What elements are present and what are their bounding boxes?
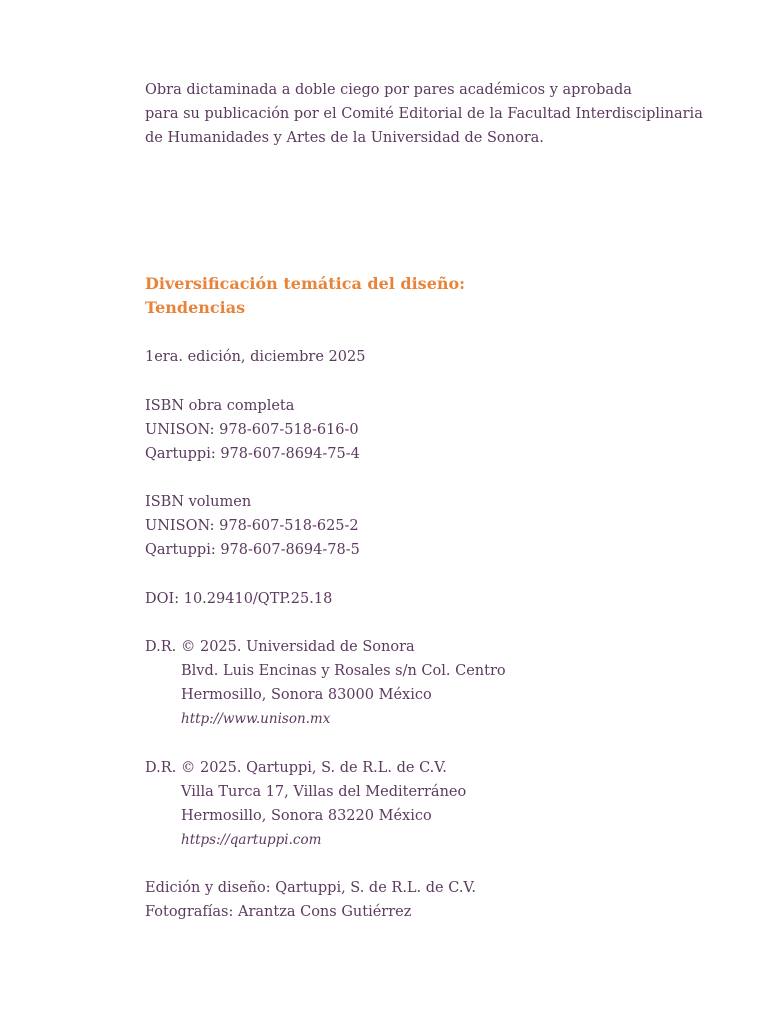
edition-text: 1era. edición, diciembre 2025 xyxy=(145,349,366,365)
isbn-volume-unison: UNISON: 978-607-518-625-2 xyxy=(145,518,359,534)
isbn-volume-label: ISBN volumen xyxy=(145,494,252,510)
book-title-line-1: Diversificación temática del diseño: xyxy=(145,274,466,293)
isbn-complete-qartuppi: Qartuppi: 978-607-8694-75-4 xyxy=(145,446,360,462)
isbn-volume xyxy=(145,490,360,562)
book-title-line-2: Tendencias xyxy=(145,298,246,317)
doi-text: DOI: 10.29410/QTP.25.18 xyxy=(145,591,333,607)
credits-design: Edición y diseño: Qartuppi, S. de R.L. de C.V. xyxy=(145,880,476,896)
rights-qartuppi xyxy=(145,756,466,852)
rights-unison-line: D.R. © 2025. Universidad de Sonora xyxy=(145,639,415,655)
book-title xyxy=(145,272,465,320)
doi-info xyxy=(145,587,332,611)
unison-url-link[interactable]: http://www.unison.mx xyxy=(181,711,331,727)
rights-qartuppi-address-1: Villa Turca 17, Villas del Mediterráneo xyxy=(181,784,467,800)
credits xyxy=(145,876,476,924)
isbn-complete-label: ISBN obra completa xyxy=(145,398,295,414)
rights-qartuppi-line: D.R. © 2025. Qartuppi, S. de R.L. de C.V. xyxy=(145,760,447,776)
rights-qartuppi-address-2: Hermosillo, Sonora 83220 México xyxy=(181,808,432,824)
approval-line-1: Obra dictaminada a doble ciego por pares académicos y aprobada xyxy=(145,82,632,98)
approval-line-3: de Humanidades y Artes de la Universidad de Sonora. xyxy=(145,130,544,146)
rights-unison-address-2: Hermosillo, Sonora 83000 México xyxy=(181,687,432,703)
approval-line-2: para su publicación por el Comité Editorial de la Facultad Interdisciplinaria xyxy=(145,106,703,122)
edition-info xyxy=(145,345,365,369)
isbn-volume-qartuppi: Qartuppi: 978-607-8694-78-5 xyxy=(145,542,360,558)
approval-note xyxy=(145,78,703,150)
rights-unison xyxy=(145,635,506,731)
rights-unison-address-1: Blvd. Luis Encinas y Rosales s/n Col. Centro xyxy=(181,663,506,679)
credits-photos: Fotografías: Arantza Cons Gutiérrez xyxy=(145,904,412,920)
isbn-complete-work xyxy=(145,394,360,466)
isbn-complete-unison: UNISON: 978-607-518-616-0 xyxy=(145,422,359,438)
qartuppi-url-link[interactable]: https://qartuppi.com xyxy=(181,832,322,848)
